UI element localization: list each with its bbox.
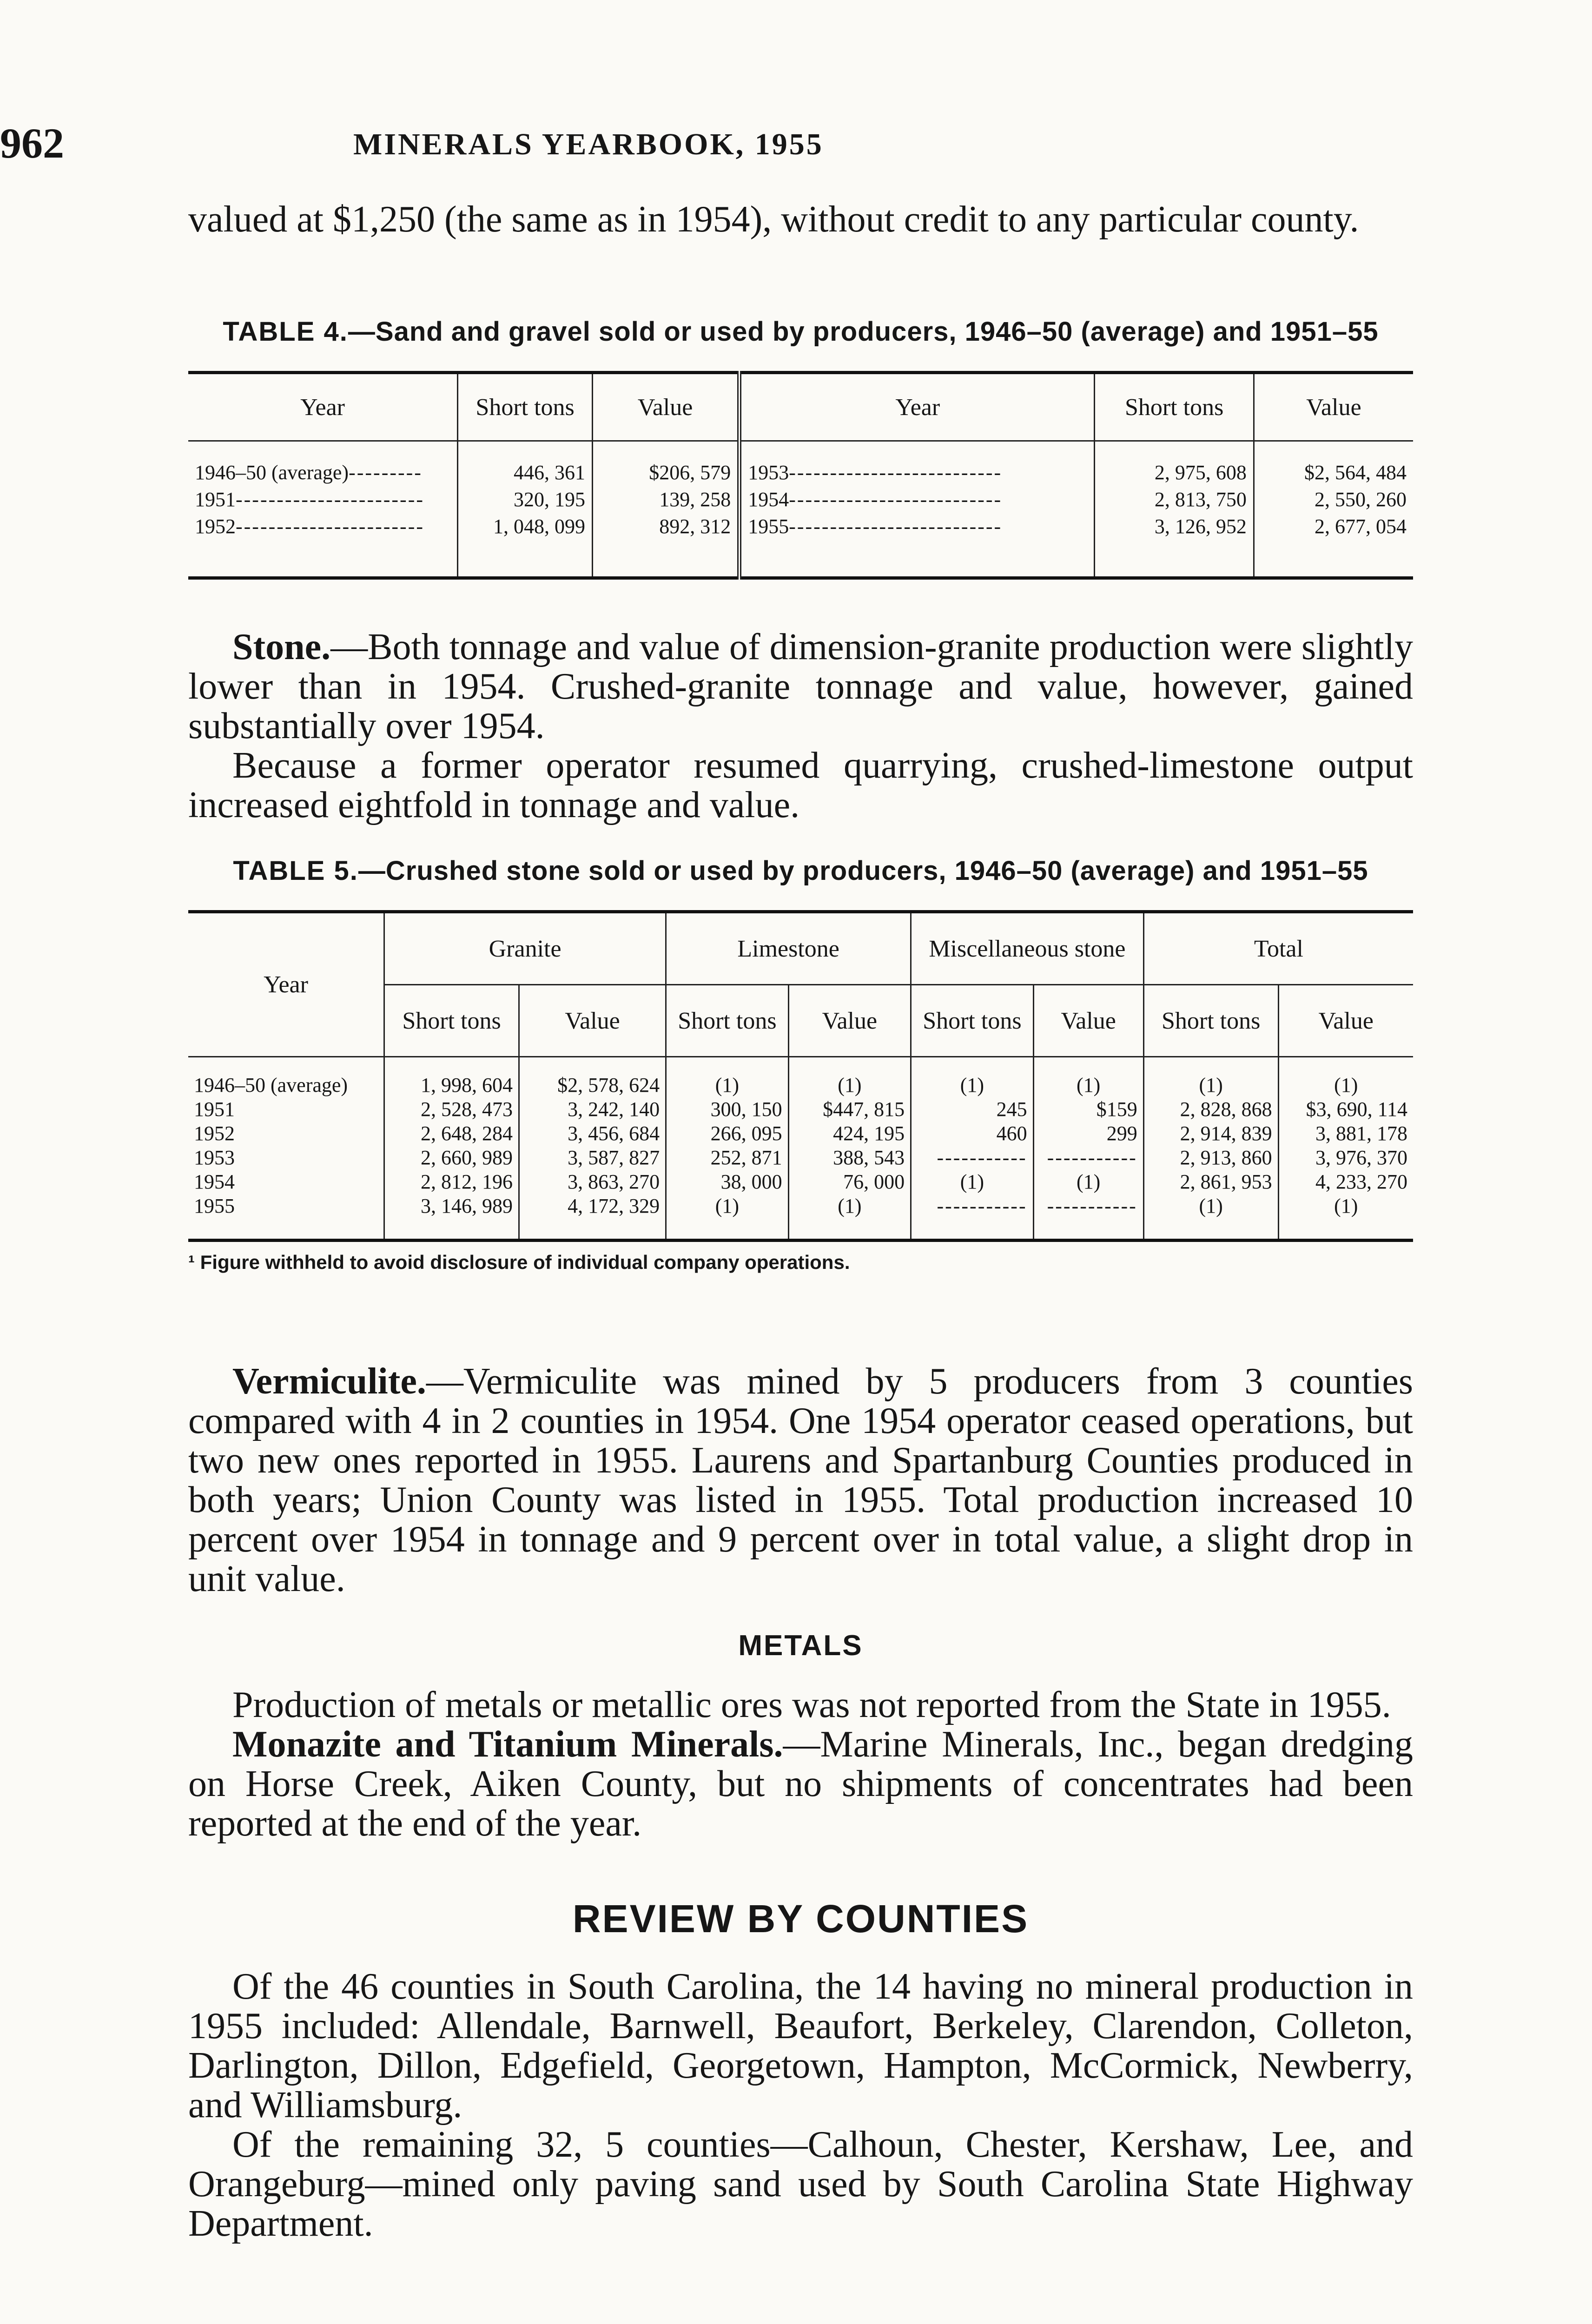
table5-cell: 2, 528, 473 — [384, 1097, 519, 1122]
table-row: 1946–50 (average)--------- 446, 361 $206, 579 1953-------------------------- 2, 975, 608 $2, 564, 484 — [188, 459, 1413, 486]
table5-cell: 1, 998, 604 — [384, 1073, 519, 1097]
table4-cell: 1946–50 (average) — [195, 461, 349, 484]
table4-header: Year — [740, 373, 1095, 441]
table5-cell: 76, 000 — [788, 1170, 911, 1194]
table4-cell: 2, 550, 260 — [1254, 486, 1413, 513]
table5-cell: 2, 828, 868 — [1143, 1097, 1278, 1122]
table5-cell: 2, 913, 860 — [1143, 1146, 1278, 1170]
table5-cell: (1) — [911, 1073, 1034, 1097]
table5-subheader: Short tons — [1143, 985, 1278, 1057]
running-header — [0, 119, 1225, 170]
table5-cell: ----------- — [911, 1146, 1034, 1170]
table5-cell: $3, 690, 114 — [1278, 1097, 1413, 1122]
table-row: 1952----------------------- 1, 048, 099 892, 312 1955-------------------------- 3, 126, 952 2, 677, 054 — [188, 513, 1413, 540]
table5-subheader: Value — [788, 985, 911, 1057]
metals-paragraph: Production of metals or metallic ores was not reported from the State in 1955. — [232, 1684, 1391, 1725]
table4-cell: 2, 975, 608 — [1095, 459, 1254, 486]
monazite-paragraph — [188, 1725, 1413, 1843]
vermiculite-paragraph — [188, 1362, 1413, 1599]
table-row — [188, 1194, 1413, 1218]
table5-cell: 3, 863, 270 — [519, 1170, 666, 1194]
table5-cell: 245 — [911, 1097, 1034, 1122]
vermiculite-text: —Vermiculite was mined by 5 producers from 3 counties compared with 4 in 2 counties in 1954. One 1954 operator ceased operations, but two new ones reported in 1955. Laurens and Spartanburg Counties produced in both years; Union County was listed in 1955. Total production increased 10 percent over 1954 in tonnage and 9 percent over in total value, a slight drop in unit value. — [188, 1361, 1413, 1599]
running-title: MINERALS YEARBOOK, 1955 — [353, 127, 824, 161]
table5-cell: 38, 000 — [666, 1170, 789, 1194]
table5-cell: 4, 172, 329 — [519, 1194, 666, 1218]
table5-cell: 252, 871 — [666, 1146, 789, 1170]
table-row — [188, 1122, 1413, 1146]
review-paragraph-2: Of the remaining 32, 5 counties—Calhoun, Chester, Kershaw, Lee, and Orangeburg—mined only paving sand used by South Carolina State Highway Department. — [188, 2124, 1413, 2244]
table5-group-header: Miscellaneous stone — [911, 912, 1144, 985]
table5-cell: 266, 095 — [666, 1122, 789, 1146]
table5-subheader: Value — [1033, 985, 1143, 1057]
table4-header: Value — [593, 373, 740, 441]
table5-subheader: Short tons — [384, 985, 519, 1057]
table5-footnote: ¹ Figure withheld to avoid disclosure of individual company operations. — [188, 1251, 850, 1273]
table5-group-header: Total — [1143, 912, 1413, 985]
table5-year-header: Year — [188, 912, 384, 1057]
table5-cell: 2, 914, 839 — [1143, 1122, 1278, 1146]
table5-cell: 1952 — [194, 1122, 235, 1145]
table5-cell: 460 — [911, 1122, 1034, 1146]
review-heading: REVIEW BY COUNTIES — [572, 1897, 1029, 1941]
table5-cell: (1) — [666, 1073, 789, 1097]
table4-cell: 1953 — [748, 461, 789, 484]
table5-cell: (1) — [788, 1194, 911, 1218]
table5-cell: (1) — [1143, 1194, 1278, 1218]
table4-header: Value — [1254, 373, 1413, 441]
table5-cell: 2, 660, 989 — [384, 1146, 519, 1170]
table-row — [188, 1170, 1413, 1194]
table5-cell: (1) — [1278, 1194, 1413, 1218]
table5-cell: 388, 543 — [788, 1146, 911, 1170]
table4-cell: 139, 258 — [593, 486, 740, 513]
table5-subheader: Value — [1278, 985, 1413, 1057]
table5-cell: 3, 881, 178 — [1278, 1122, 1413, 1146]
table5-cell: $159 — [1033, 1097, 1143, 1122]
metals-heading: METALS — [738, 1630, 863, 1662]
table5-cell: 4, 233, 270 — [1278, 1170, 1413, 1194]
stone-lead: Stone. — [232, 627, 331, 667]
table4-cell: $2, 564, 484 — [1254, 459, 1413, 486]
page-number: 962 — [0, 119, 64, 167]
table5-group-header: Limestone — [666, 912, 911, 985]
table5-cell: (1) — [1033, 1073, 1143, 1097]
table4-cell: 1954 — [748, 488, 789, 511]
table5-cell: 3, 242, 140 — [519, 1097, 666, 1122]
table5-cell: 3, 587, 827 — [519, 1146, 666, 1170]
stone-paragraph — [188, 627, 1413, 746]
table5-caption — [188, 855, 1413, 887]
table5-title: —Crushed stone sold or used by producers, 1946–50 (average) and 1951–55 — [358, 856, 1368, 886]
review-section — [188, 1896, 1413, 2244]
table5-cell: 424, 195 — [788, 1122, 911, 1146]
table5-group-header: Granite — [384, 912, 666, 985]
table5-cell: 1951 — [194, 1098, 235, 1121]
table5-subheader: Short tons — [911, 985, 1034, 1057]
table4 — [188, 371, 1413, 580]
stone-paragraph-2: Because a former operator resumed quarrying, crushed-limestone output increased eightfold in tonnage and value. — [188, 745, 1413, 825]
table5-cell: 3, 146, 989 — [384, 1194, 519, 1218]
table5-block — [188, 855, 1413, 1274]
stone-section — [188, 627, 1413, 825]
table5-cell: 1954 — [194, 1170, 235, 1193]
table5-cell: 2, 861, 953 — [1143, 1170, 1278, 1194]
table5-label: TABLE 5. — [233, 856, 358, 886]
table5-cell: $447, 815 — [788, 1097, 911, 1122]
table4-cell: 2, 677, 054 — [1254, 513, 1413, 540]
table4-cell: 1952 — [195, 515, 236, 538]
table5-cell: $2, 578, 624 — [519, 1073, 666, 1097]
table-row — [188, 1073, 1413, 1097]
vermiculite-section — [188, 1362, 1413, 1599]
table5-subheader: Short tons — [666, 985, 789, 1057]
table4-cell: 3, 126, 952 — [1095, 513, 1254, 540]
table4-cell: 446, 361 — [458, 459, 593, 486]
table4-cell: $206, 579 — [593, 459, 740, 486]
table5-cell: (1) — [1033, 1170, 1143, 1194]
table5-cell: (1) — [1278, 1073, 1413, 1097]
monazite-text: —Marine Minerals, Inc., began dredging on Horse Creek, Aiken County, but no shipments of concentrates had been reported at the end of the year. — [188, 1724, 1413, 1844]
table5-cell: 2, 648, 284 — [384, 1122, 519, 1146]
table5-cell: ----------- — [1033, 1194, 1143, 1218]
table4-cell: 2, 813, 750 — [1095, 486, 1254, 513]
table5-cell: 3, 976, 370 — [1278, 1146, 1413, 1170]
table4-caption — [188, 316, 1413, 348]
table5-cell: ----------- — [1033, 1146, 1143, 1170]
table4-header: Short tons — [458, 373, 593, 441]
table4-title: —Sand and gravel sold or used by producers, 1946–50 (average) and 1951–55 — [348, 317, 1379, 347]
table5-cell: (1) — [911, 1170, 1034, 1194]
stone-text: —Both tonnage and value of dimension-granite production were slightly lower than in 1954. Crushed-granite tonnage and value, however, gained substantially over 1954. — [188, 627, 1413, 746]
table5-cell: 3, 456, 684 — [519, 1122, 666, 1146]
table-row: 1951----------------------- 320, 195 139, 258 1954-------------------------- 2, 813, 750 2, 550, 260 — [188, 486, 1413, 513]
table5-cell: 1953 — [194, 1146, 235, 1169]
table5-cell: 299 — [1033, 1122, 1143, 1146]
table5-cell: (1) — [788, 1073, 911, 1097]
table4-cell: 1, 048, 099 — [458, 513, 593, 540]
table5-cell: ----------- — [911, 1194, 1034, 1218]
table5-cell: 1955 — [194, 1195, 235, 1217]
table-row — [188, 1097, 1413, 1122]
table4-header-row — [188, 373, 1413, 441]
table-row — [188, 1146, 1413, 1170]
monazite-lead: Monazite and Titanium Minerals. — [232, 1724, 783, 1765]
table4-header: Year — [188, 373, 458, 441]
table5-cell: 1946–50 (average) — [194, 1074, 348, 1096]
table4-cell: 1955 — [748, 515, 789, 538]
table4-header: Short tons — [1095, 373, 1254, 441]
table4-cell: 320, 195 — [458, 486, 593, 513]
metals-section — [188, 1629, 1413, 1843]
table5 — [188, 910, 1413, 1242]
table4-block — [188, 316, 1413, 580]
intro-paragraph: valued at $1,250 (the same as in 1954), without credit to any particular county. — [188, 199, 1359, 240]
table5-cell: 300, 150 — [666, 1097, 789, 1122]
review-paragraph-1: Of the 46 counties in South Carolina, the 14 having no mineral production in 1955 included: Allendale, Barnwell, Beaufort, Berkeley, Clarendon, Colleton, Darlington, Dillon, Edgefield, Georgetown, Hampton, McCormick, Newberry, and Williamsburg. — [188, 1966, 1413, 2126]
table5-cell: (1) — [1143, 1073, 1278, 1097]
table4-cell: 892, 312 — [593, 513, 740, 540]
table5-subheader: Value — [519, 985, 666, 1057]
table5-cell: 2, 812, 196 — [384, 1170, 519, 1194]
table4-cell: 1951 — [195, 488, 236, 511]
table4-label: TABLE 4. — [223, 317, 348, 347]
vermiculite-lead: Vermiculite. — [232, 1361, 426, 1402]
table5-cell: (1) — [666, 1194, 789, 1218]
